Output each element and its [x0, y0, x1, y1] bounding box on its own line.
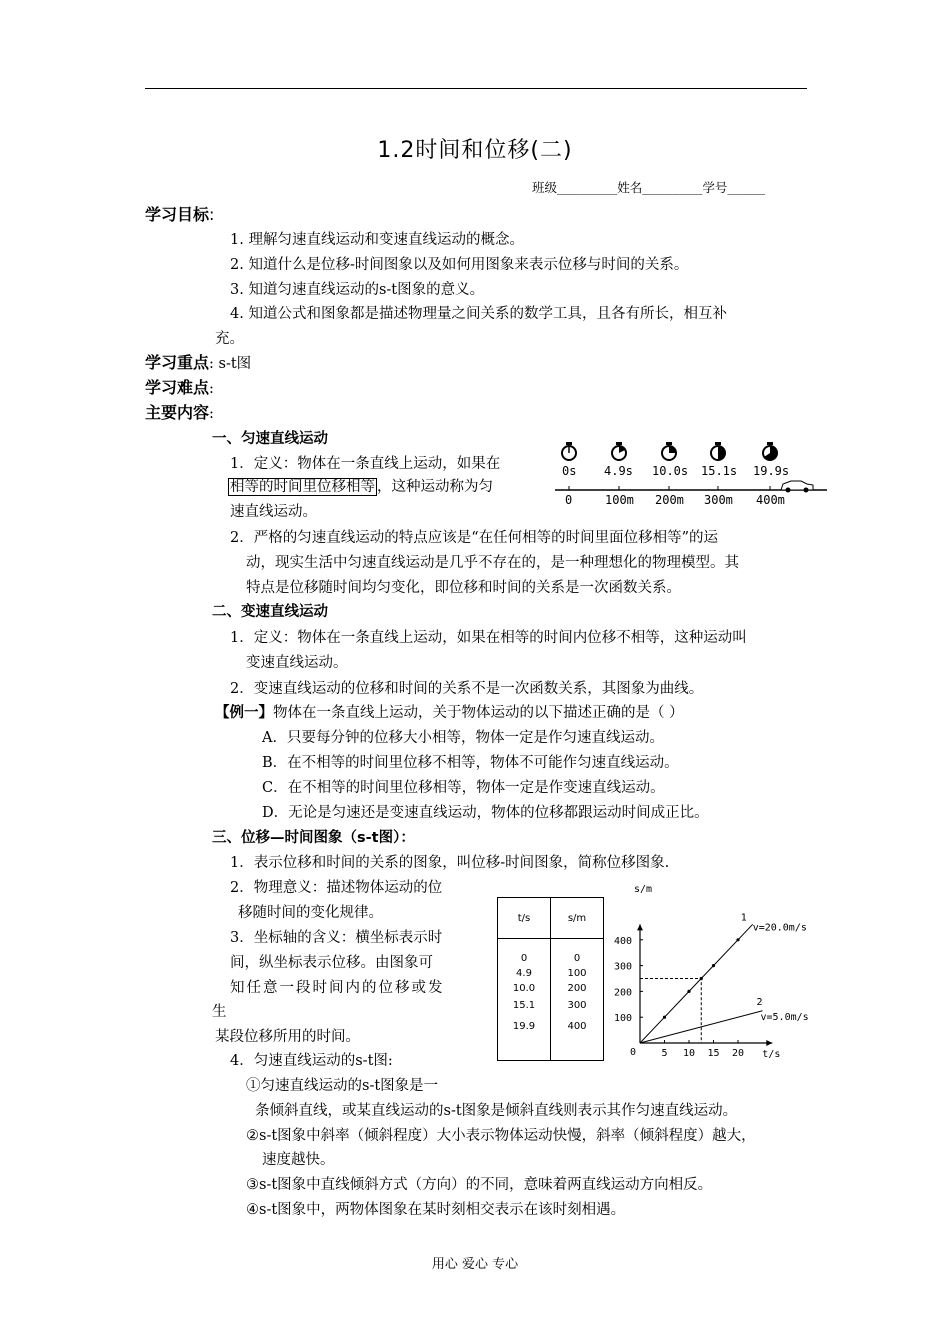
time-label: 0s — [562, 464, 577, 478]
section3-p3-line2: 间，纵坐标表示位移。由图象可 — [230, 955, 433, 971]
table-column-t — [498, 939, 551, 1061]
distance-label: 0 — [565, 493, 573, 507]
section1-p1-line3: 速直线运动。 — [230, 504, 317, 520]
objectives-heading: 学习目标: — [145, 205, 215, 224]
table-header: s/m — [551, 898, 604, 939]
example-option: A．只要每分钟的位移大小相等，物体一定是作匀速直线运动。 — [262, 730, 664, 746]
stopwatch-icon — [562, 442, 576, 460]
difficulty: 学习难点: — [145, 378, 214, 397]
section1-p2: 2．严格的匀速直线运动的特点应该是“在任何相等的时间里面位移相等”的运 — [230, 530, 719, 546]
section3-p3-line3: 知任意一段时间内的位移或发 — [230, 980, 445, 996]
y-axis-arrow — [637, 924, 643, 930]
distance-label: 300m — [704, 493, 733, 507]
section3-p3-line5: 某段位移所用的时间。 — [215, 1029, 360, 1045]
x-tick-label: 15 — [707, 1048, 720, 1059]
section3-p3-line4: 生 — [212, 1004, 227, 1020]
data-point — [736, 938, 739, 941]
page-title: 1.2时间和位移(二) — [377, 138, 573, 163]
table-cell: 400 — [567, 1021, 587, 1032]
section3-p2-line2: 移随时间的变化规律。 — [238, 905, 383, 921]
y-tick-label: 300 — [614, 961, 633, 973]
origin-label: 0 — [630, 1047, 637, 1058]
st-property-item-continuation: 速度越快。 — [262, 1152, 335, 1168]
example-option: D．无论是匀速还是变速直线运动，物体的位移都跟运动时间成正比。 — [262, 805, 709, 821]
section1-p2-line2: 动，现实生活中匀速直线运动是几乎不存在的，是一种理想化的物理模型。其 — [246, 555, 739, 571]
time-label: 10.0s — [652, 464, 689, 478]
st-property-item-continuation: 条倾斜直线，或某直线运动的s-t图象是倾斜直线则表示其作匀速直线运动。 — [255, 1103, 738, 1119]
section2-p1-line2: 变速直线运动。 — [246, 655, 348, 671]
x-axis-arrow — [766, 1040, 772, 1046]
st-property-item: ②s-t图象中斜率（倾斜程度）大小表示物体运动快慢，斜率（倾斜程度）越大， — [246, 1128, 756, 1144]
section3-p1: 1．表示位移和时间的关系的图象，叫位移-时间图象，简称位移图象. — [230, 855, 670, 871]
objective-item: 3. 知道匀速直线运动的s-t图象的意义。 — [230, 282, 485, 298]
series-velocity-label: v=5.0m/s — [760, 1011, 809, 1023]
objective-item: 4. 知道公式和图象都是描述物理量之间关系的数学工具，且各有所长，相互补 — [230, 306, 727, 322]
section1-p2-line3: 特点是位移随时间均匀变化，即位移和时间的关系是一次函数关系。 — [246, 580, 681, 596]
stopwatch-icon — [612, 442, 626, 460]
y-tick-label: 200 — [614, 987, 633, 999]
data-point — [663, 1016, 666, 1019]
section3-p4: 4．匀速直线运动的s-t图: — [230, 1053, 393, 1069]
distance-label: 200m — [655, 493, 684, 507]
table-cell: 0 — [520, 953, 528, 964]
table-cell: 200 — [567, 983, 587, 994]
st-property-item: ①匀速直线运动的s-t图象是一 — [246, 1078, 439, 1094]
table-cell: 10.0 — [512, 983, 536, 994]
table-cell: 300 — [567, 1000, 587, 1011]
series-velocity-label: v=20.0m/s — [752, 922, 807, 934]
y-tick-label: 100 — [614, 1013, 633, 1025]
series-number-label: 1 — [740, 912, 747, 924]
st-chart — [605, 880, 865, 1060]
data-point — [700, 977, 703, 980]
table-cell: 4.9 — [516, 968, 532, 979]
table-cell: 100 — [567, 968, 587, 979]
section2-heading: 二、变速直线运动 — [212, 604, 328, 620]
example-option: C．在不相等的时间里位移相等，物体一定是作变速直线运动。 — [262, 780, 665, 796]
series-number-label: 2 — [756, 996, 763, 1008]
objective-item: 2. 知道什么是位移-时间图象以及如何用图象来表示位移与时间的关系。 — [230, 257, 689, 273]
y-axis-label: s/m — [634, 884, 653, 895]
table-cell: 19.9 — [512, 1021, 536, 1032]
distance-label: 400m — [756, 493, 785, 507]
data-point — [712, 964, 715, 967]
objective-item-continuation: 充。 — [215, 331, 244, 347]
data-point — [687, 990, 690, 993]
footer-text: 用心 爱心 专心 — [431, 1257, 519, 1272]
y-tick-label: 400 — [614, 935, 633, 947]
stopwatch-icon — [763, 442, 777, 460]
key-point: 学习重点: s-t图 — [145, 353, 252, 372]
car-icon — [781, 481, 813, 493]
series-line — [640, 924, 753, 1043]
table-cell: 0 — [573, 953, 581, 964]
x-tick-label: 5 — [661, 1048, 668, 1059]
time-displacement-table — [497, 897, 604, 1061]
class-name-number-fields: 班级________姓名________学号_____ — [532, 180, 766, 195]
table-header: t/s — [498, 898, 551, 939]
section2-p1: 1．定义：物体在一条直线上运动，如果在相等的时间内位移不相等，这种运动叫 — [230, 630, 747, 646]
distance-label: 100m — [605, 493, 634, 507]
section3-heading: 三、位移—时间图象（s-t图）： — [212, 830, 415, 846]
example-question: 【例一】物体在一条直线上运动，关于物体运动的以下描述正确的是（ ） — [215, 705, 684, 721]
section3-p2: 2．物理意义：描述物体运动的位 — [230, 880, 443, 896]
x-tick-label: 20 — [732, 1048, 745, 1059]
time-label: 15.1s — [701, 464, 738, 478]
table-column-s — [551, 939, 604, 1061]
x-tick-label: 10 — [683, 1048, 696, 1059]
st-property-item: ④s-t图象中，两物体图象在某时刻相交表示在该时刻相遇。 — [246, 1202, 626, 1218]
section1-p1: 1．定义：物体在一条直线上运动，如果在 — [230, 456, 501, 472]
objective-item: 1. 理解匀速直线运动和变速直线运动的概念。 — [230, 232, 524, 248]
section1-p1-line2: 相等的时间里位移相等 ，这种运动称为匀 — [230, 479, 493, 495]
st-property-item: ③s-t图象中直线倾斜方式（方向）的不同，意味着两直线运动方向相反。 — [246, 1177, 713, 1193]
section2-p2: 2．变速直线运动的位移和时间的关系不是一次函数关系，其图象为曲线。 — [230, 681, 704, 697]
section1-heading: 一、匀速直线运动 — [212, 431, 328, 447]
main-content-heading: 主要内容: — [145, 403, 214, 422]
section3-p3: 3．坐标轴的含义：横坐标表示时 — [230, 930, 443, 946]
time-label: 19.9s — [753, 464, 790, 478]
uniform-motion-figure — [555, 440, 830, 512]
header-rule — [145, 88, 807, 89]
stopwatch-icon — [662, 442, 676, 460]
example-option: B．在不相等的时间里位移不相等，物体不可能作匀速直线运动。 — [262, 755, 679, 771]
stopwatch-icon — [711, 442, 725, 460]
time-label: 4.9s — [604, 464, 633, 478]
boxed-phrase: 相等的时间里位移相等 — [230, 479, 375, 495]
x-axis-label: t/s — [762, 1049, 781, 1060]
table-cell: 15.1 — [512, 1000, 536, 1011]
